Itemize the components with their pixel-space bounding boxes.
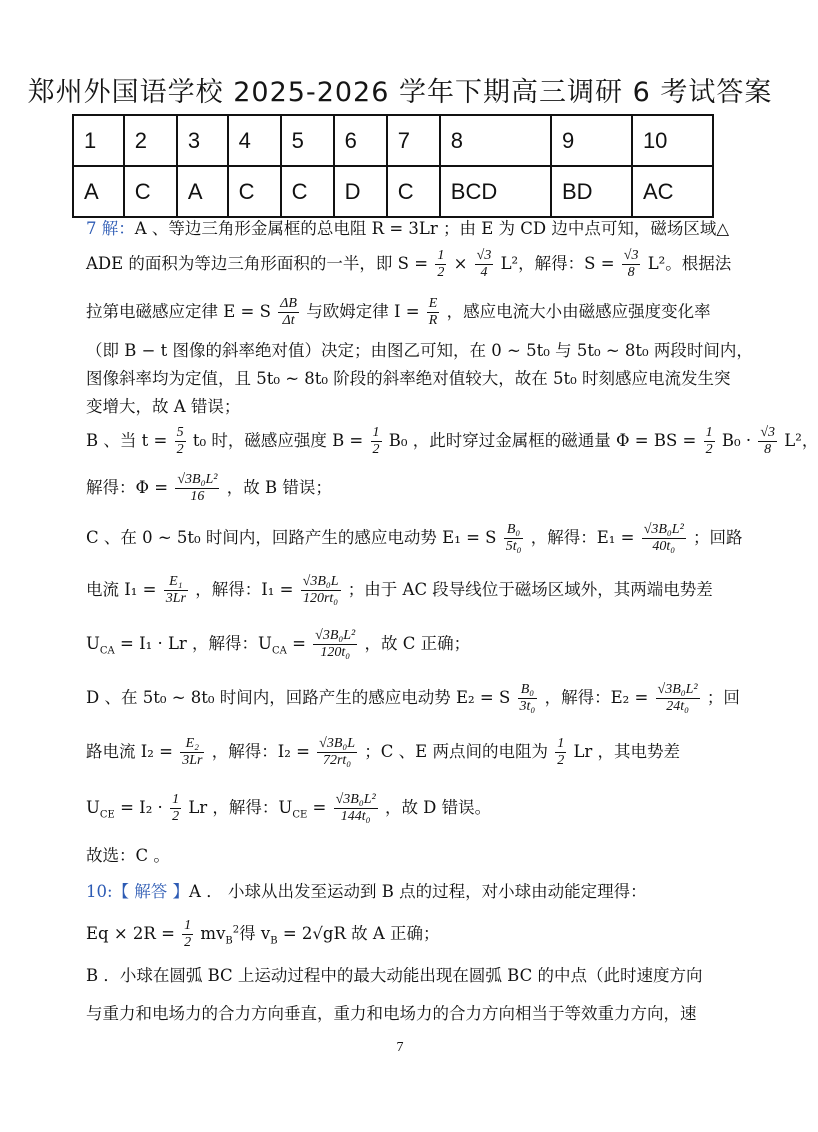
fraction [371,425,382,458]
q7-text: A 、等边三角形金属框的总电阻 R = 3Lr ；由 E 为 CD 边中点可知，磁场区域△ [134,219,730,238]
answer-cell: D [334,166,387,217]
denominator: 8 [627,265,635,281]
q10-line-1 [86,882,647,902]
q10-line-3: B ．小球在圆弧 BC 上运动过程中的最大动能出现在圆弧 BC 的中点（此时速度方向 [86,966,703,985]
denominator: 3Lr [182,753,203,769]
numerator: E₂ [180,736,204,753]
denominator: 2 [176,442,184,458]
question-number-cell: 10 [632,115,713,166]
denominator: 3Lr [165,591,186,607]
q10-text: Eq × 2R = [86,924,175,944]
fraction [317,736,357,769]
q7-text: ，感应电流大小由磁感应强度变化率 [446,302,711,322]
subscript: CA [271,645,287,657]
q7-text: ，解得：I₂ = [211,742,310,762]
fraction [175,472,219,505]
q7-text: 解得：Φ = [86,478,169,498]
denominator: 120t₀ [320,645,351,661]
q7-option-d-line-1 [86,682,740,715]
q7-text: B₀ ，此时穿过金属框的磁通量 Φ = BS = [388,431,697,451]
fraction [182,918,193,951]
fraction [427,296,440,329]
answer-cell: C [228,166,281,217]
numerator: √3B₀L² [656,682,700,699]
numerator: B₀ [504,522,524,539]
q7-text: ；回路 [693,528,743,548]
fraction [435,248,446,281]
page-title: 郑州外国语学校 2025-2026 学年下期高三调研 6 考试答案 [27,77,773,108]
numerator: 1 [435,248,446,265]
answer-cell: AC [632,166,713,217]
fraction [278,296,299,329]
numerator: √3B₀L² [642,522,686,539]
q7-text: Lr ，其电势差 [573,742,681,762]
numerator: 1 [170,792,181,809]
fraction [642,522,686,555]
q7-text: ，解得：E₂ = [544,688,649,708]
numerator: ΔB [278,296,299,313]
q7-line-2 [86,248,731,281]
q7-text: ，解得：E₁ = [530,528,635,548]
q7-option-d-line-3 [86,792,491,825]
q10-line-4: 与重力和电场力的合力方向垂直，重力和电场力的合力方向相当于等效重力方向，速 [86,1004,697,1023]
numerator: √3B₀L² [175,472,219,489]
q7-text: ，故 C 正确； [364,634,471,654]
answer-cell: C [387,166,440,217]
numerator: √3 [475,248,494,265]
numerator: √3B₀L² [313,628,357,645]
fraction [313,628,357,661]
denominator: 2 [372,442,380,458]
denominator: Δt [282,313,295,329]
question-number-cell: 5 [281,115,334,166]
q7-text: ；回 [706,688,740,708]
q7-text: × [453,254,468,274]
q7-text: = [312,798,327,818]
q7-text: B₀ · [721,431,752,451]
denominator: 24t₀ [666,699,689,715]
q7-text: D 、在 5t₀ ~ 8t₀ 时间内，回路产生的感应电动势 E₂ = S [86,688,511,708]
subscript: CA [99,645,115,657]
q10-text: mv [200,924,226,944]
q7-text: U [86,798,100,818]
numerator: √3B₀L [301,574,341,591]
fraction [180,736,204,769]
q7-text: L²， [784,431,818,451]
q10-label: 10:【 解答 】 [86,882,190,901]
fraction [504,522,524,555]
q7-line-6: 变增大，故 A 错误； [86,397,241,416]
denominator: 40t₀ [652,539,676,555]
q7-text: = I₁ · Lr ，解得：U [120,634,272,654]
q7-option-c-line-2 [86,574,713,607]
q7-text: 与欧姆定律 I = [306,302,420,322]
answer-cell: C [124,166,177,217]
answer-cell: A [177,166,228,217]
answer-row [73,166,713,217]
denominator: 4 [480,265,488,281]
numerator: 1 [371,425,382,442]
q7-text: = I₂ · [120,798,163,818]
fraction [758,425,777,458]
q7-choice: 故选：C 。 [86,846,170,865]
answer-table [72,114,714,218]
q7-text: 拉第电磁感应定律 E = S [86,302,271,322]
denominator: 144t₀ [340,809,371,825]
q7-text: L²。根据法 [647,254,732,274]
q7-text: t₀ 时，磁感应强度 B = [192,431,364,451]
denominator: 2 [184,935,192,951]
subscript: B [225,935,233,947]
answer-cell: BD [551,166,632,217]
fraction [164,574,188,607]
q7-text: U [86,634,100,654]
numerator: 1 [704,425,715,442]
q10-text: 得 v [239,924,271,944]
numerator: √3B₀L [317,736,357,753]
subscript: B [270,935,278,947]
question-number-cell: 4 [228,115,281,166]
denominator: 3t₀ [519,699,536,715]
denominator: 2 [705,442,713,458]
question-number-cell: 1 [73,115,124,166]
fraction [518,682,538,715]
q10-line-2 [86,918,440,951]
numerator: E [427,296,440,313]
denominator: 16 [190,489,205,505]
q7-option-c-line-3 [86,628,470,661]
q7-text: B 、当 t = [86,431,168,451]
answer-cell: BCD [440,166,551,217]
q7-text: ，故 B 错误； [226,478,332,498]
denominator: 120rt₀ [302,591,339,607]
q7-option-b-line-1 [86,425,818,458]
q7-text: = [292,634,306,654]
question-number-cell: 6 [334,115,387,166]
denominator: 2 [437,265,445,281]
denominator: 5t₀ [505,539,522,555]
question-number-cell: 2 [124,115,177,166]
superscript: 2 [232,924,240,936]
q7-line-1 [86,219,729,239]
fraction [301,574,341,607]
numerator: √3B₀L² [334,792,378,809]
numerator: 1 [182,918,193,935]
subscript: CE [292,809,308,821]
numerator: 5 [175,425,186,442]
q7-text: ，故 D 错误。 [384,798,492,818]
numerator: 1 [555,736,566,753]
q7-option-b-line-2 [86,472,332,505]
numerator: √3 [758,425,777,442]
denominator: R [428,313,438,329]
q7-line-4: （即 B − t 图像的斜率绝对值）决定；由图乙可知，在 0 ~ 5t₀ 与 5t₀ ~ 8t₀ 两段时间内， [86,341,753,360]
answer-cell: A [73,166,124,217]
q7-option-d-line-2 [86,736,680,769]
q7-line-5: 图像斜率均为定值，且 5t₀ ~ 8t₀ 阶段的斜率绝对值较大，故在 5t₀ 时刻感应电流发生突 [86,369,731,388]
question-number-cell: 8 [440,115,551,166]
q7-label: 7 解： [86,219,135,238]
subscript: CE [99,809,115,821]
question-number-row [73,115,713,166]
q7-text: 路电流 I₂ = [86,742,173,762]
numerator: B₀ [518,682,538,699]
q7-text: ADE 的面积为等边三角形面积的一半，即 S = [86,254,429,274]
q10-text: A ． 小球从出发至运动到 B 点的过程，对小球由动能定理得： [189,882,647,901]
q7-text: L²，解得：S = [500,254,615,274]
numerator: √3 [622,248,641,265]
q7-text: ；由于 AC 段导线位于磁场区域外，其两端电势差 [347,580,713,600]
fraction [555,736,566,769]
q7-text: C 、在 0 ~ 5t₀ 时间内，回路产生的感应电动势 E₁ = S [86,528,497,548]
page-number: 7 [396,1040,404,1055]
q7-text: ；C 、E 两点间的电阻为 [364,742,548,762]
question-number-cell: 9 [551,115,632,166]
q7-line-3 [86,296,711,329]
q7-text: ，解得：I₁ = [195,580,294,600]
q7-text: Lr ，解得：U [188,798,293,818]
question-number-cell: 7 [387,115,440,166]
fraction [170,792,181,825]
answer-cell: C [281,166,334,217]
denominator: 2 [557,753,565,769]
fraction [704,425,715,458]
denominator: 8 [764,442,772,458]
question-number-cell: 3 [177,115,228,166]
numerator: E₁ [164,574,188,591]
denominator: 2 [172,809,180,825]
q10-text: = 2√gR 故 A 正确； [282,924,440,944]
q7-option-c-line-1 [86,522,743,555]
fraction [334,792,378,825]
fraction [656,682,700,715]
fraction [475,248,494,281]
denominator: 72rt₀ [322,753,352,769]
q7-text: 电流 I₁ = [86,580,157,600]
fraction [175,425,186,458]
fraction [622,248,641,281]
